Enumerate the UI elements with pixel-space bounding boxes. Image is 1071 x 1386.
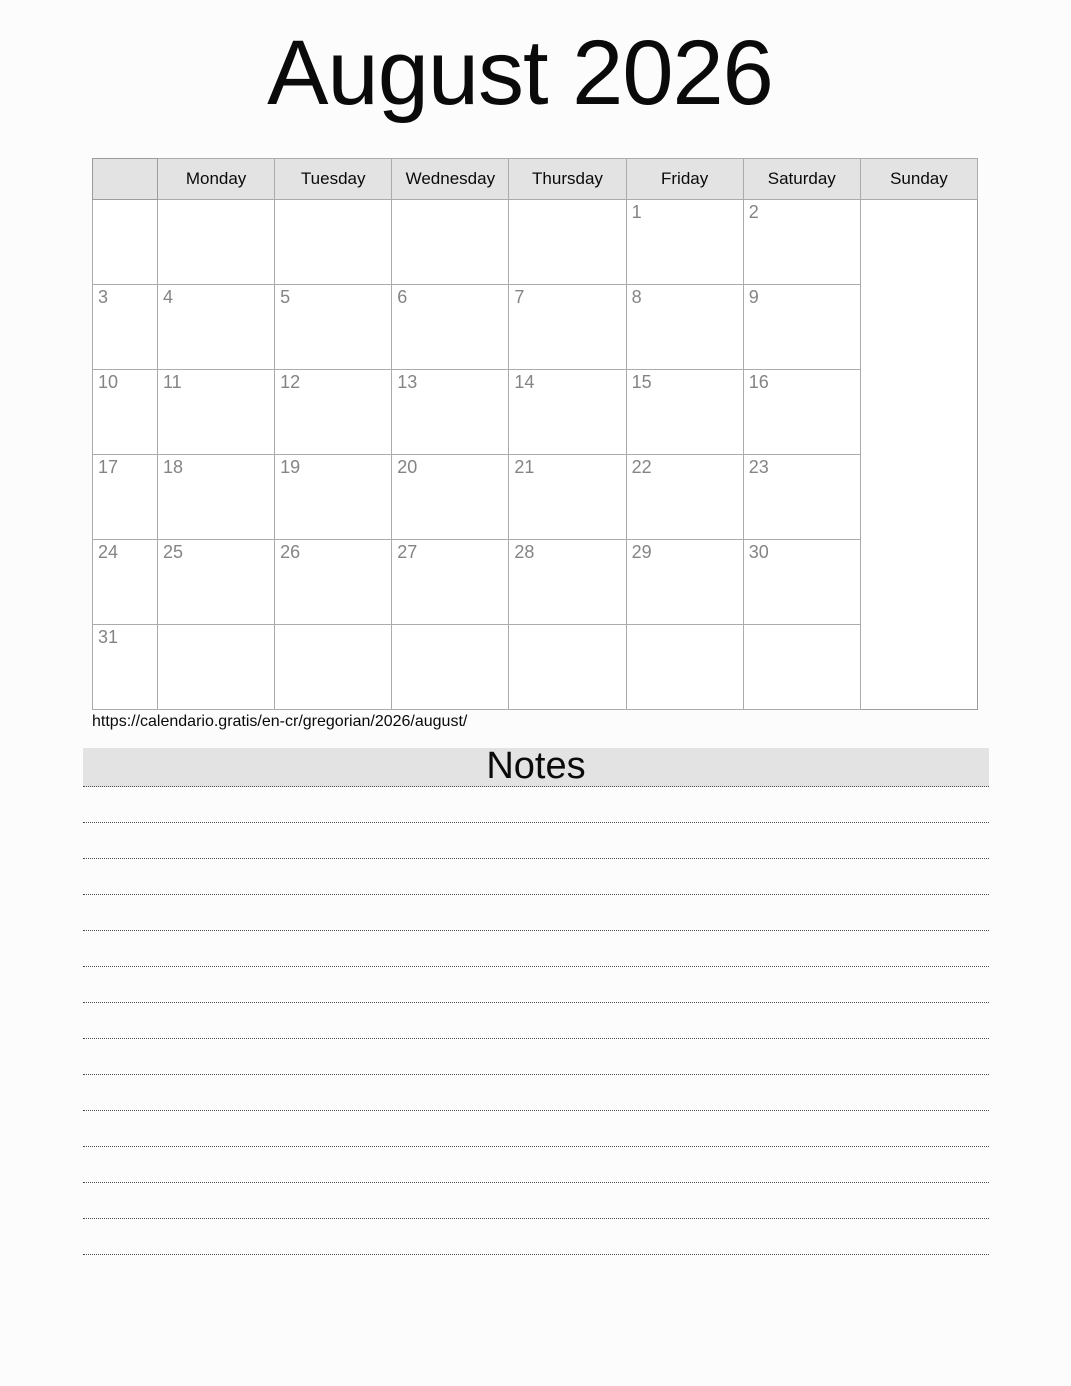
day-cell-10: 10	[93, 370, 158, 455]
week-row-1	[93, 200, 978, 285]
day-cell-12: 12	[275, 370, 392, 455]
day-cell-2: 2	[743, 200, 860, 285]
notes-ruled-line	[83, 823, 989, 859]
week-row-2	[93, 285, 978, 370]
weekday-header-thursday: Thursday	[509, 159, 626, 200]
day-cell	[509, 625, 626, 710]
notes-ruled-line	[83, 1003, 989, 1039]
day-cell	[275, 200, 392, 285]
day-cell-13: 13	[392, 370, 509, 455]
notes-ruled-line	[83, 859, 989, 895]
day-cell-22: 22	[626, 455, 743, 540]
calendar-table	[92, 158, 978, 710]
day-cell	[392, 625, 509, 710]
day-cell	[158, 625, 275, 710]
notes-ruled-line	[83, 1183, 989, 1219]
week-row-5	[93, 540, 978, 625]
day-cell-26: 26	[275, 540, 392, 625]
day-cell-17: 17	[93, 455, 158, 540]
day-cell-15: 15	[626, 370, 743, 455]
day-cell-27: 27	[392, 540, 509, 625]
notes-ruled-line	[83, 1147, 989, 1183]
notes-ruled-line	[83, 931, 989, 967]
weekday-header-friday: Friday	[626, 159, 743, 200]
day-cell-14: 14	[509, 370, 626, 455]
day-cell-11: 11	[158, 370, 275, 455]
day-cell-16: 16	[743, 370, 860, 455]
notes-header	[83, 745, 989, 787]
day-cell	[275, 625, 392, 710]
day-cell-31: 31	[93, 625, 158, 710]
notes-ruled-line	[83, 1111, 989, 1147]
day-cell-28: 28	[509, 540, 626, 625]
notes-title: Notes	[486, 745, 586, 787]
day-cell	[158, 200, 275, 285]
day-cell-29: 29	[626, 540, 743, 625]
notes-ruled-line	[83, 787, 989, 823]
week-row-6	[93, 625, 978, 710]
day-cell	[392, 200, 509, 285]
day-cell-24: 24	[93, 540, 158, 625]
day-cell-4: 4	[158, 285, 275, 370]
day-cell-9: 9	[743, 285, 860, 370]
source-url: https://calendario.gratis/en-cr/gregorian/2026/august/	[92, 713, 468, 730]
weekday-header-wednesday: Wednesday	[392, 159, 509, 200]
day-cell-1: 1	[626, 200, 743, 285]
notes-ruled-line	[83, 1075, 989, 1111]
weekday-header-saturday: Saturday	[743, 159, 860, 200]
week-row-3	[93, 370, 978, 455]
day-cell	[93, 200, 158, 285]
day-cell-21: 21	[509, 455, 626, 540]
side-spacer-column	[93, 159, 158, 200]
weekday-header-monday: Monday	[158, 159, 275, 200]
weekday-header-row	[93, 159, 978, 200]
day-cell-19: 19	[275, 455, 392, 540]
weekday-header-tuesday: Tuesday	[275, 159, 392, 200]
day-cell-7: 7	[509, 285, 626, 370]
week-row-4	[93, 455, 978, 540]
day-cell-3: 3	[93, 285, 158, 370]
page-title: August 2026	[267, 22, 773, 124]
day-cell-25: 25	[158, 540, 275, 625]
notes-ruled-line	[83, 1219, 989, 1255]
day-cell-20: 20	[392, 455, 509, 540]
day-cell-30: 30	[743, 540, 860, 625]
notes-ruled-line	[83, 895, 989, 931]
notes-lines	[83, 787, 989, 1255]
weekday-header-sunday: Sunday	[860, 159, 977, 200]
notes-ruled-line	[83, 1039, 989, 1075]
day-cell-18: 18	[158, 455, 275, 540]
day-cell	[743, 625, 860, 710]
day-cell	[626, 625, 743, 710]
day-cell	[509, 200, 626, 285]
day-cell-23: 23	[743, 455, 860, 540]
day-cell-6: 6	[392, 285, 509, 370]
day-cell-5: 5	[275, 285, 392, 370]
day-cell-8: 8	[626, 285, 743, 370]
notes-ruled-line	[83, 967, 989, 1003]
